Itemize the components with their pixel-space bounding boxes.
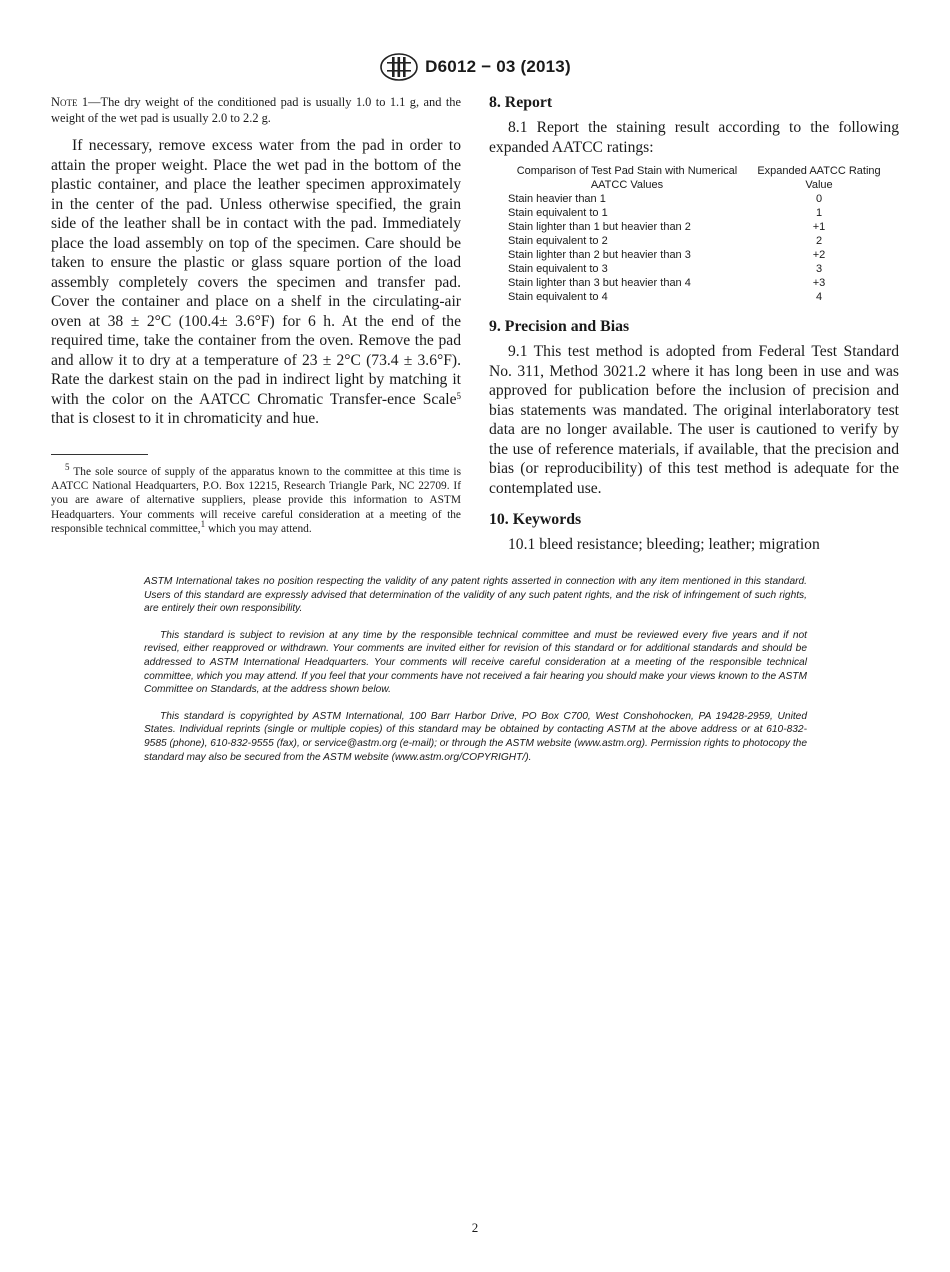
note-1 bbox=[51, 94, 461, 126]
procedure-text: If necessary, remove excess water from the pad in order to attain the proper weight. Place the wet pad in the bottom of the plastic container, and place the leather specimen approximately in the center of the pad. Unless otherwise specified, the grain side of the leather shall be in contact with the pad. Immediately place the load assembly on top of the specimen. Care should be taken to ensure the plastic or glass square portion of the load assembly completely covers the specimen and transfer pad. Cover the container and place on a shelf in the circulating-air oven at 38 ± 2°C (100.4± 3.6°F) for 6 h. At the end of the required time, take the container from the oven. Remove the pad and allow it to dry at a temperature of 23 ± 2°C (73.4 ± 3.6°F). Rate the darkest stain on the pad in indirect light by matching it with the color on the AATCC Chromatic Transfer-ence Scale bbox=[51, 137, 461, 408]
footnote-divider bbox=[51, 454, 148, 455]
table-cell-rating: +3 bbox=[812, 277, 826, 289]
table-cell-comparison: Stain lighter than 3 but heavier than 4 bbox=[508, 277, 691, 289]
footnote-text: The sole source of supply of the apparatus known to the committee at this time is AATCC National Headquarters, P.O. Box 12215, Research Triangle Park, NC 22709. If you are aware of alternative suppliers, please provide this information to ASTM Headquarters. Your comments will receive careful consideration at a meeting of the responsible technical committee, bbox=[51, 466, 461, 535]
right-column bbox=[489, 94, 899, 555]
section-9-paragraph: 9.1 This test method is adopted from Federal Test Standard No. 311, Method 3021.2 where it has long been in use and was approved for publication before the inclusion of precision and bias statements was mandated. The original interlaboratory test data are no longer available. The user is cautioned to verify by the use of reference materials, if available, that the precision and bias (or reproducibility) of this test method is adequate for the contemplated use. bbox=[489, 343, 899, 497]
left-column bbox=[51, 94, 461, 429]
section-10-paragraph: 10.1 bleed resistance; bleeding; leather; migration bbox=[508, 536, 820, 553]
table-cell-rating: 4 bbox=[815, 291, 823, 303]
rating-table-header-comparison: Comparison of Test Pad Stain with Numerical AATCC Values bbox=[516, 165, 738, 191]
note-text: —The dry weight of the conditioned pad is usually 1.0 to 1.1 g, and the weight of the wet pad is usually 2.0 to 2.2 g. bbox=[51, 95, 461, 125]
footnote-marker: 5 bbox=[65, 462, 70, 472]
legal-notices bbox=[144, 575, 807, 777]
rating-table-header-row bbox=[508, 164, 892, 192]
table-cell-comparison: Stain equivalent to 3 bbox=[508, 263, 608, 275]
copyright-notice: This standard is copyrighted by ASTM International, 100 Barr Harbor Drive, PO Box C700, West Conshohocken, PA 19428-2959, United States. Individual reprints (single or multiple copies) of this standard may be obtained by contacting ASTM at the above address or at 610-832-9585 (phone), 610-832-9555 (fax), or service@astm.org (e-mail); or through the ASTM website (www.astm.org). Permission rights to photocopy the standard may also be secured from the ASTM website (www.astm.org/COPYRIGHT/). bbox=[144, 710, 807, 763]
rating-table-header-rating: Expanded AATCC Rating Value bbox=[757, 165, 881, 191]
table-cell-comparison: Stain lighter than 2 but heavier than 3 bbox=[508, 249, 691, 261]
table-cell-rating: 3 bbox=[815, 263, 823, 275]
footnote-5 bbox=[51, 462, 461, 536]
document-id: D6012 − 03 (2013) bbox=[425, 57, 571, 76]
table-cell-comparison: Stain equivalent to 2 bbox=[508, 235, 608, 247]
table-cell-comparison: Stain equivalent to 4 bbox=[508, 291, 608, 303]
table-cell-comparison: Stain lighter than 1 but heavier than 2 bbox=[508, 221, 691, 233]
table-cell-rating: +2 bbox=[812, 249, 826, 261]
table-row bbox=[508, 192, 892, 206]
procedure-paragraph bbox=[51, 136, 461, 429]
table-cell-comparison: Stain equivalent to 1 bbox=[508, 207, 608, 219]
footnote-inner-reference: 1 bbox=[200, 518, 206, 529]
section-8-paragraph: 8.1 Report the staining result according to the following expanded AATCC ratings: bbox=[489, 119, 899, 156]
table-row bbox=[508, 290, 892, 304]
procedure-text-end: that is closest to it in chromaticity and hue. bbox=[51, 410, 320, 427]
table-row bbox=[508, 276, 892, 290]
table-cell-comparison: Stain heavier than 1 bbox=[508, 193, 606, 205]
table-cell-rating: 2 bbox=[815, 235, 823, 247]
page-number: 2 bbox=[471, 1220, 479, 1235]
table-row bbox=[508, 206, 892, 220]
table-row bbox=[508, 220, 892, 234]
footnote-reference: 5 bbox=[456, 390, 461, 401]
patent-notice: ASTM International takes no position respecting the validity of any patent rights asserted in connection with any item mentioned in this standard. Users of this standard are expressly advised that determination of the validity of any such patent rights, and the risk of infringement of such rights, are entirely their own responsibility. bbox=[144, 576, 807, 615]
table-cell-rating: 0 bbox=[815, 193, 823, 205]
page-header bbox=[0, 52, 950, 82]
rating-table bbox=[508, 164, 892, 304]
section-10-heading: 10. Keywords bbox=[489, 511, 582, 528]
footnote-text-end: which you may attend. bbox=[205, 522, 312, 535]
table-cell-rating: +1 bbox=[812, 221, 826, 233]
note-label: Note bbox=[51, 95, 78, 109]
revision-notice: This standard is subject to revision at any time by the responsible technical committee and must be reviewed every five years and if not revised, either reapproved or withdrawn. Your comments are invited either for revision of this standard or for additional standards and should be addressed to ASTM International Headquarters. Your comments will receive careful consideration at a meeting of the responsible technical committee, which you may attend. If you feel that your comments have not received a fair hearing you should make your views known to the ASTM Committee on Standards, at the address shown below. bbox=[144, 629, 807, 696]
section-9-heading: 9. Precision and Bias bbox=[489, 318, 630, 335]
table-cell-rating: 1 bbox=[815, 207, 823, 219]
section-8-heading: 8. Report bbox=[489, 94, 553, 111]
table-row bbox=[508, 234, 892, 248]
table-row bbox=[508, 262, 892, 276]
table-row bbox=[508, 248, 892, 262]
astm-logo-icon bbox=[379, 52, 419, 82]
note-number: 1 bbox=[81, 95, 89, 109]
